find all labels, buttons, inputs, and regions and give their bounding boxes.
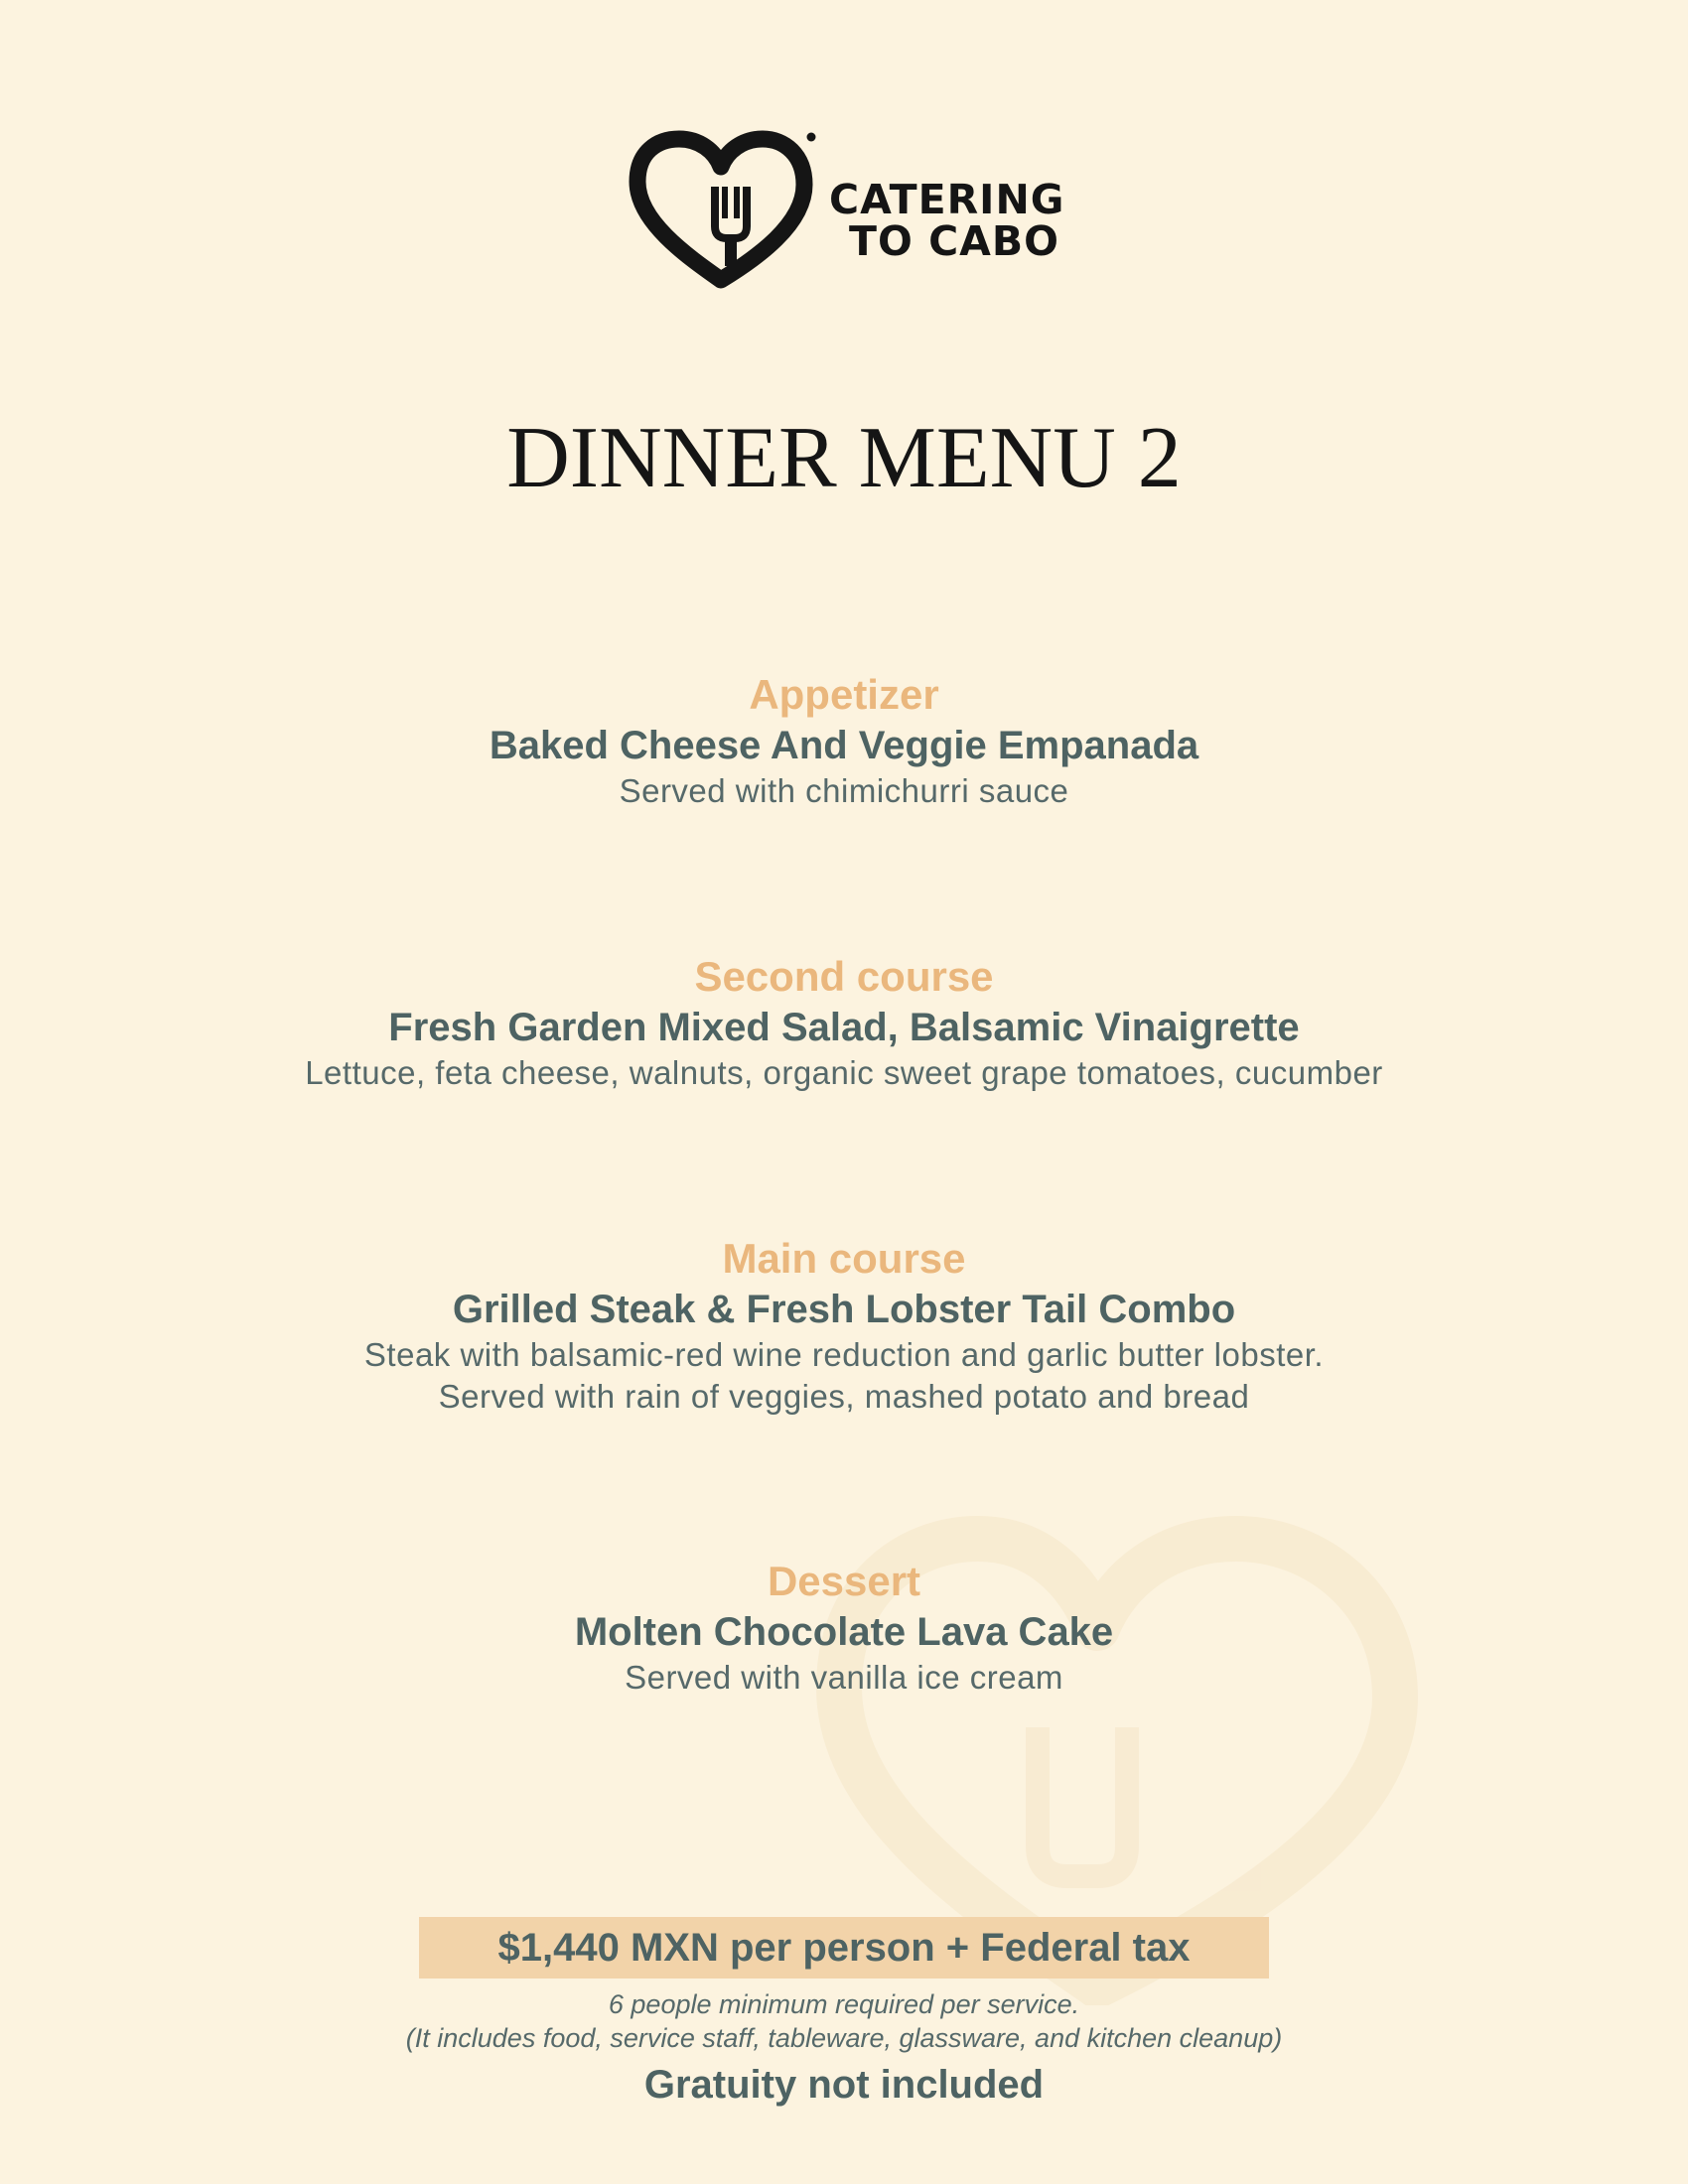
gratuity-note: Gratuity not included (643, 2063, 1045, 2107)
brand-name-line2: TO CABO (849, 217, 1060, 265)
course-appetizer (0, 669, 1688, 812)
minimum-note: 6 people minimum required per service. (608, 1989, 1080, 2019)
price-highlight: $1,440 MXN per person + Federal tax (419, 1917, 1269, 1979)
brand-logo (628, 127, 1074, 294)
course-description: Served with vanilla ice cream (625, 1659, 1063, 1696)
course-label: Second course (694, 953, 994, 1000)
course-label: Main course (722, 1235, 966, 1282)
course-description: Served with rain of veggies, mashed potato and bread (438, 1378, 1250, 1415)
course-main (0, 1233, 1688, 1418)
course-item-name: Fresh Garden Mixed Salad, Balsamic Vinaigrette (388, 1006, 1300, 1049)
course-item-name: Baked Cheese And Veggie Empanada (489, 724, 1199, 767)
includes-note: (It includes food, service staff, tableware, glassware, and kitchen cleanup) (405, 2023, 1283, 2053)
course-item-name: Molten Chocolate Lava Cake (574, 1610, 1114, 1654)
course-description: Served with chimichurri sauce (619, 772, 1069, 809)
heart-fork-icon (628, 127, 816, 294)
course-description: Steak with balsamic-red wine reduction and garlic butter lobster. (363, 1336, 1325, 1373)
course-item-name: Grilled Steak & Fresh Lobster Tail Combo (452, 1288, 1236, 1331)
page-title: DINNER MENU 2 (506, 410, 1182, 506)
course-dessert (0, 1556, 1688, 1699)
brand-name (829, 176, 1065, 265)
course-description: Lettuce, feta cheese, walnuts, organic sweet grape tomatoes, cucumber (305, 1054, 1383, 1091)
course-second (0, 951, 1688, 1094)
course-label: Dessert (767, 1558, 921, 1604)
brand-name-line1: CATERING (829, 176, 1065, 223)
course-label: Appetizer (749, 671, 939, 718)
